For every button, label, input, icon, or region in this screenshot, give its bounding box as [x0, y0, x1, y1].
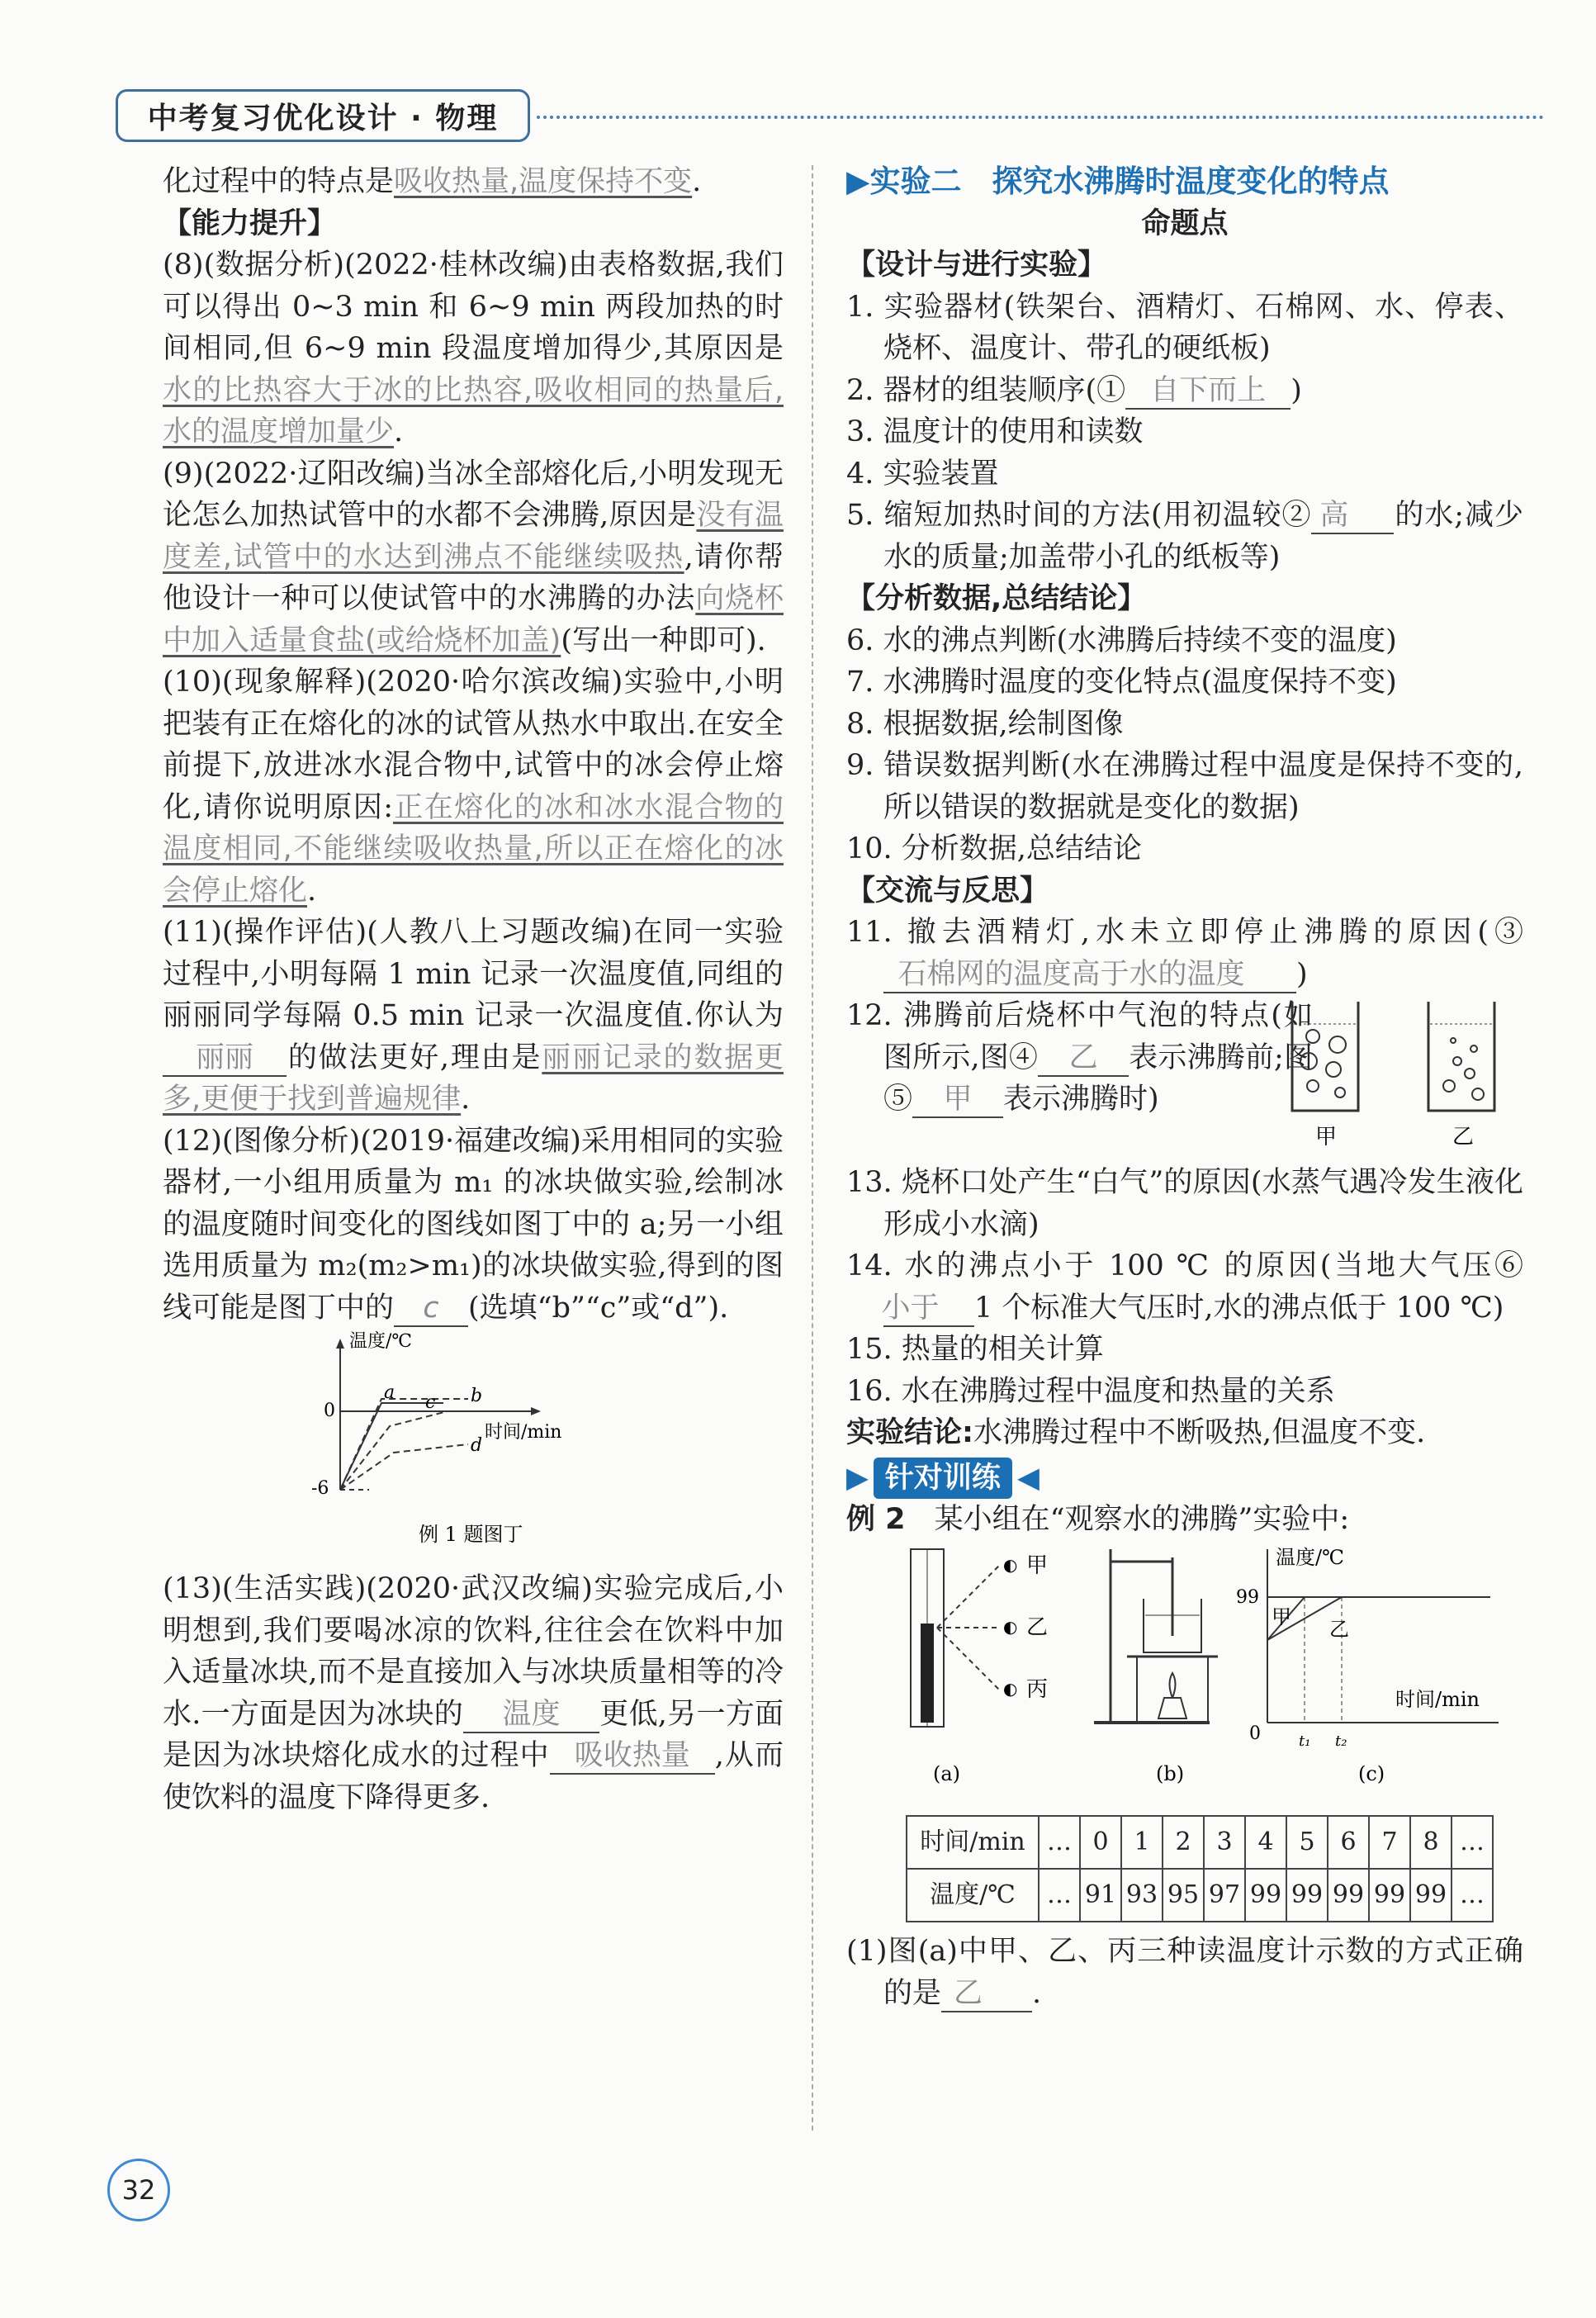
ability-heading: 【能力提升】 — [163, 206, 337, 240]
item-7: 7. 水沸腾时温度的变化特点(温度保持不变) — [846, 666, 1397, 699]
question-13: (13)(生活实践)(2020·武汉改编)实验完成后,小明想到,我们要喝冰凉的饮料,往往会在饮料中加入适量冰块,而不是直接加入与冰块质量相等的冷水.一方面是因为冰块的 温度 更低,另一方面是因为冰块熔化成水的过程中 吸收热量 ,从而使饮料的温度下降得更多. — [163, 1572, 784, 1814]
left-column — [163, 161, 784, 1818]
answer-blank: 乙 — [941, 1976, 1032, 2012]
answer: 正在熔化的冰和冰水混合物的温度相同,不能继续吸收热量,所以正在熔化的冰会停止熔化 — [163, 790, 784, 908]
svg-text:时间/min: 时间/min — [1395, 1687, 1480, 1711]
training-tag: ▶ 针对训练 ◀ — [846, 1458, 1523, 1500]
answer-blank: 小于 — [883, 1291, 974, 1327]
answer-blank: 高 — [1311, 498, 1394, 534]
svg-text:t₁: t₁ — [1299, 1732, 1311, 1750]
graph-minus6: -6 — [311, 1478, 329, 1499]
analyze-heading: 【分析数据,总结结论】 — [846, 582, 1147, 615]
answer-blank: 甲 — [912, 1082, 1003, 1118]
item-13: 13. 烧杯口处产生“白气”的原因(水蒸气遇冷发生液化形成小水滴) — [846, 1166, 1523, 1241]
p0: 化过程中的特点是吸收热量,温度保持不变. — [163, 165, 702, 198]
item-16: 16. 水在沸腾过程中温度和热量的关系 — [846, 1374, 1335, 1408]
beaker-jia — [1292, 1002, 1358, 1150]
figure-abc — [846, 1541, 1523, 1789]
item-9: 9. 错误数据判断(水在沸腾过程中温度是保持不变的,所以错误的数据就是变化的数据) — [846, 749, 1523, 824]
svg-text:甲: 甲 — [1026, 1552, 1049, 1578]
answer-blank: 吸收热量 — [550, 1738, 715, 1775]
table-row: 时间/min … 0 1 2 3 4 5 6 7 8 … — [907, 1816, 1493, 1869]
graph-zero: 0 — [324, 1401, 335, 1421]
beaker-label-yi: 乙 — [1452, 1125, 1475, 1150]
triangle-left-icon: ◀ — [1016, 1461, 1040, 1495]
question-12: (12)(图像分析)(2019·福建改编)采用相同的实验器材,一小组用质量为 m₁ 的冰块做实验,绘制冰的温度随时间变化的图线如图丁中的 a;另一小组选用质量为 m₂(m₂>m₁)的冰块做实验,得到的图线可能是图丁中的 c (选填“b”“c”或“d”). — [163, 1121, 784, 1330]
book-header: 中考复习优化设计 · 物理 — [116, 89, 530, 142]
item-10: 10. 分析数据,总结结论 — [846, 832, 1142, 865]
right-column — [846, 161, 1523, 2014]
beaker-label-jia: 甲 — [1315, 1125, 1338, 1150]
item-11: 11. 撤去酒精灯,水未立即停止沸腾的原因(③石棉网的温度高于水的温度 ) — [846, 912, 1523, 995]
answer: 水的比热容大于冰的比热容,吸收相同的热量后,水的温度增加量少 — [163, 373, 784, 448]
beakers-figure — [1276, 995, 1523, 1160]
label-b: b — [471, 1386, 483, 1406]
header-dotted-line — [537, 116, 1544, 119]
line-c — [340, 1411, 448, 1490]
label-a: a — [384, 1382, 395, 1403]
design-heading: 【设计与进行实验】 — [846, 249, 1107, 282]
svg-text:甲: 甲 — [1272, 1605, 1291, 1628]
graph-xlabel: 时间/min — [485, 1422, 562, 1443]
svg-text:(c): (c) — [1358, 1761, 1385, 1785]
example-2: 例 2 某小组在“观察水的沸腾”实验中: — [846, 1503, 1350, 1536]
answer-blank: 石棉网的温度高于水的温度 — [883, 957, 1296, 993]
item-2: 2. 器材的组装顺序(① 自下而上 ) — [846, 370, 1523, 412]
answer: 吸收热量,温度保持不变 — [394, 165, 693, 198]
question-11: (11)(操作评估)(人教八上习题改编)在同一实验过程中,小明每隔 1 min 记录一次温度值,同组的丽丽同学每隔 0.5 min 记录一次温度值.你认为丽丽 的做法更好,理由是丽丽记录的数据更多,更便于找到普遍规律. — [163, 916, 784, 1116]
temperature-graph — [163, 1329, 784, 1568]
svg-text:丙: 丙 — [1026, 1676, 1049, 1702]
page-number: 32 — [107, 2159, 170, 2221]
answer: 丽丽记录的数据更多,更便于找到普遍规律 — [163, 1040, 784, 1116]
svg-text:(b): (b) — [1156, 1761, 1185, 1785]
item-14: 14. 水的沸点小于 100 ℃ 的原因(当地大气压⑥小于 1 个标准大气压时,水的沸点低于 100 ℃) — [846, 1245, 1523, 1329]
question-10: (10)(现象解释)(2020·哈尔滨改编)实验中,小明把装有正在熔化的冰的试管从热水中取出.在安全前提下,放进冰水混合物中,试管中的冰会停止熔化,请你说明原因:正在熔化的冰和冰水混合物的温度相同,不能继续吸收热量,所以正在熔化的冰会停止熔化. — [163, 666, 784, 908]
beaker-yi — [1428, 1002, 1494, 1150]
svg-text:(a): (a) — [933, 1761, 961, 1785]
answer-blank: c — [394, 1291, 468, 1327]
svg-text:99: 99 — [1236, 1586, 1259, 1608]
answer: 没有温度差,试管中的水达到沸点不能继续吸热 — [163, 499, 784, 574]
item-4: 4. 实验装置 — [846, 457, 999, 491]
item-12: 12. 沸腾前后烧杯中气泡的特点(如图所示,图④ 乙 表示沸腾前;图⑤ 甲 表示沸腾时) — [846, 995, 1313, 1121]
reflect-heading: 【交流与反思】 — [846, 874, 1049, 908]
figure-c-graph — [1236, 1546, 1499, 1785]
label-c: c — [425, 1392, 436, 1413]
conclusion: 实验结论:水沸腾过程中不断吸热,但温度不变. — [846, 1416, 1426, 1449]
graph-ding — [163, 1329, 784, 1568]
item-6: 6. 水的沸点判断(水沸腾后持续不变的温度) — [846, 623, 1397, 657]
question-8: (8)(数据分析)(2022·桂林改编)由表格数据,我们可以得出 0~3 min 和 6~9 min 两段加热的时间相同,但 6~9 min 段温度增加得少,其原因是水的比热容大于冰的比热容,吸收相同的热量后,水的温度增加量少. — [163, 249, 784, 448]
item-8: 8. 根据数据,绘制图像 — [846, 707, 1124, 741]
triangle-right-icon: ▶ — [846, 1461, 869, 1495]
x-arrow — [531, 1407, 541, 1415]
table-row: 温度/℃ … 91 93 95 97 99 99 99 99 99 … — [907, 1869, 1493, 1922]
svg-text:温度/℃: 温度/℃ — [1276, 1545, 1344, 1569]
y-arrow — [336, 1339, 344, 1349]
svg-text:t₂: t₂ — [1335, 1732, 1347, 1750]
answer-blank: 温度 — [463, 1697, 599, 1733]
eye-icon: ◐ — [1003, 1678, 1018, 1699]
figure-b-apparatus — [1094, 1549, 1218, 1785]
answer-blank: 乙 — [1038, 1040, 1129, 1077]
svg-text:0: 0 — [1249, 1723, 1261, 1744]
item-1: 1. 实验器材(铁架台、酒精灯、石棉网、水、停表、烧杯、温度计、带孔的硬纸板) — [846, 290, 1523, 365]
eye-icon: ◐ — [1003, 1554, 1018, 1575]
svg-text:乙: 乙 — [1026, 1614, 1049, 1640]
question-9: (9)(2022·辽阳改编)当冰全部熔化后,小明发现无论怎么加热试管中的水都不会沸腾,原因是没有温度差,试管中的水达到沸点不能继续吸热,请你帮他设计一种可以使试管中的水沸腾的办法向烧杯中加入适量食盐(或给烧杯加盖)(写出一种即可). — [163, 457, 784, 657]
item-12-block — [846, 995, 1523, 1162]
svg-text:乙: 乙 — [1329, 1617, 1349, 1641]
graph-ylabel: 温度/℃ — [349, 1331, 413, 1352]
answer: 向烧杯中加入适量食盐(或给烧杯加盖) — [163, 582, 784, 657]
answer-blank: 自下而上 — [1125, 373, 1291, 410]
column-divider — [812, 165, 813, 2131]
experiment-2-title: ▶实验二 探究水沸腾时温度变化的特点 — [846, 164, 1390, 199]
item-3: 3. 温度计的使用和读数 — [846, 415, 1144, 448]
figure-a-thermometer — [911, 1549, 1048, 1785]
item-5: 5. 缩短加热时间的方法(用初温较② 高 的水;减少水的质量;加盖带小孔的纸板等) — [846, 499, 1523, 574]
graph-caption: 例 1 题图丁 — [419, 1523, 523, 1546]
question-1: (1)图(a)中甲、乙、丙三种读温度计示数的方式正确的是 乙 . — [846, 1931, 1523, 2014]
answer-blank: 丽丽 — [163, 1040, 287, 1077]
eye-icon: ◐ — [1003, 1616, 1018, 1637]
data-table — [906, 1815, 1494, 1922]
label-d: d — [471, 1435, 483, 1456]
item-15: 15. 热量的相关计算 — [846, 1333, 1104, 1366]
mingti-heading: 命题点 — [1141, 206, 1229, 240]
